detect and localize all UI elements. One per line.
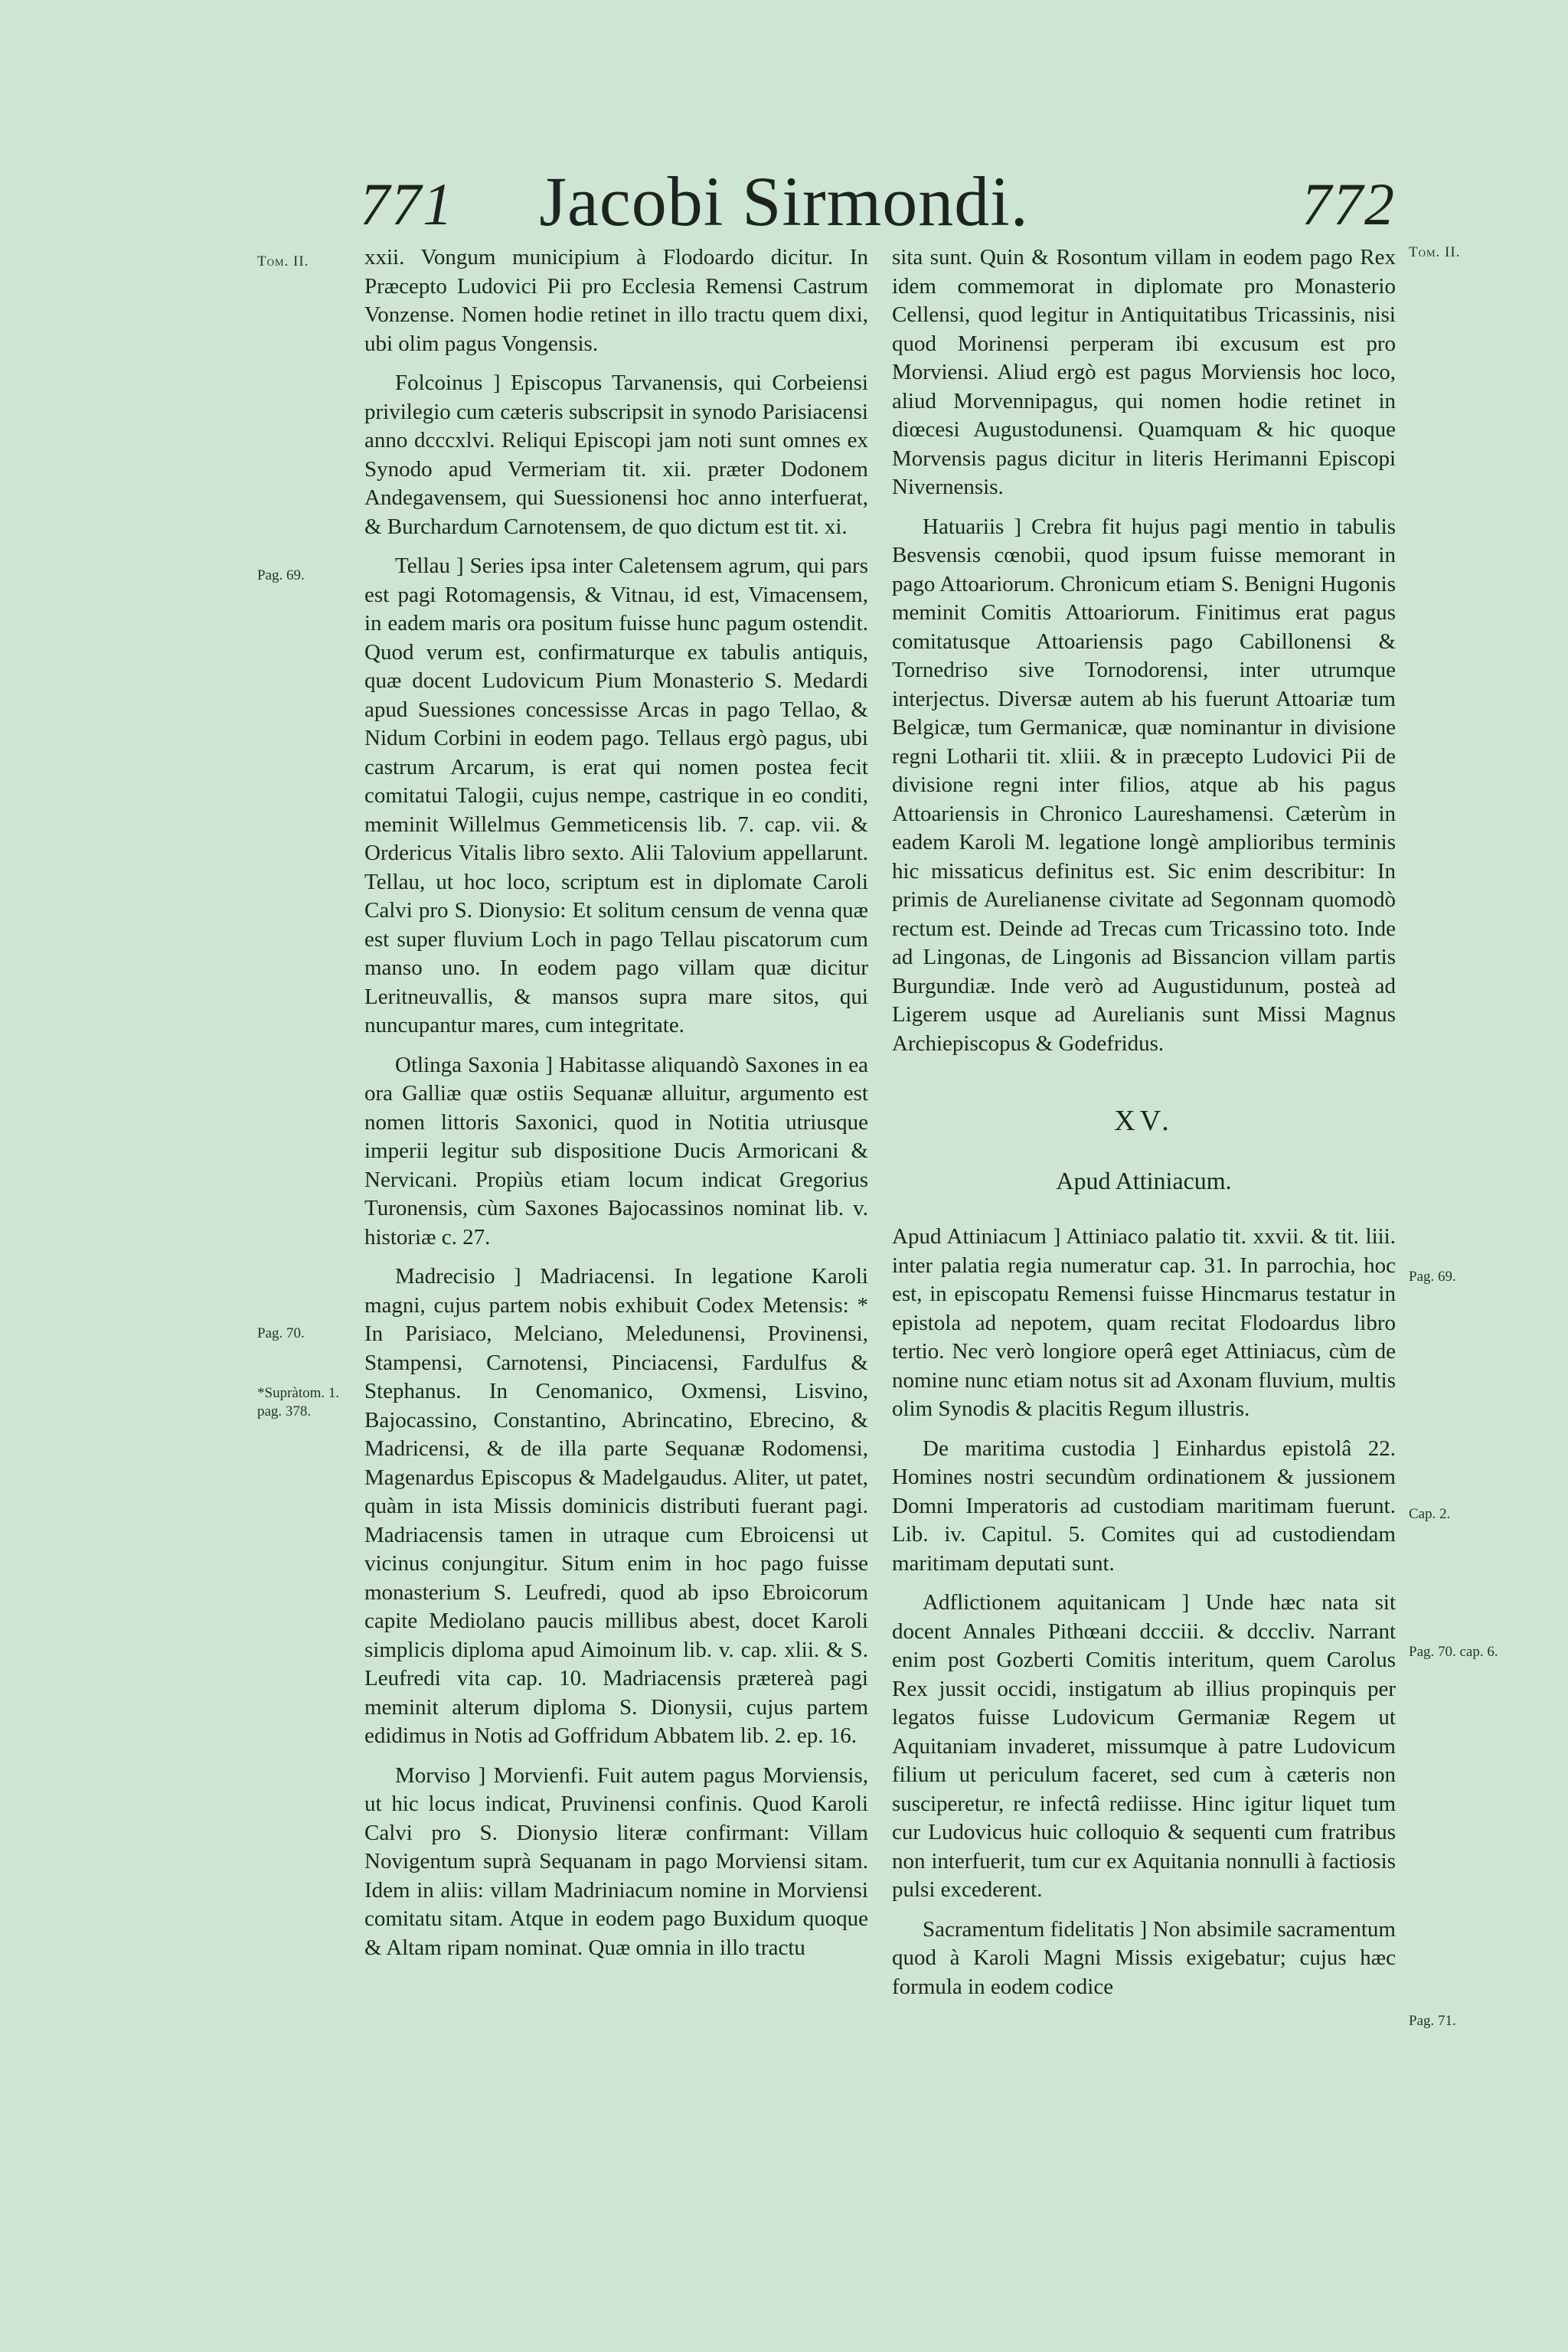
margin-note-pag69-left: Pag. 69. — [257, 567, 305, 583]
margin-note-supra-left: *Supràtom. 1. pag. 378. — [257, 1385, 340, 1419]
margin-note-pag69-right: Pag. 69. — [1409, 1269, 1456, 1285]
right-page-number: 772 — [1302, 171, 1396, 237]
right-column — [892, 243, 1396, 2012]
margin-note-tom-right: Tom. II. — [1409, 244, 1461, 260]
paragraph-otlinga: Otlinga Saxonia ] Habitasse aliquandò Saxones in ea ora Galliæ quæ ostiis Sequanæ alluitur, argumento est nomen littoris Saxonici, quod in Notitia utriusque imperii legitur sub dispositione Ducis Armoricani & Nervicani. Propiùs etiam locum indicat Gregorius Turonensis, cùm Saxones Bajocassinos nominat lib. v. historiæ c. 27. — [364, 1052, 868, 1250]
paragraph-tellau: Tellau ] Series ipsa inter Caletensem agrum, qui pars est pagi Rotomagensis, & Vitnau, id est, Vimacensem, in eadem maris ora positum fuisse hunc pagum ostendit. Quod verum est, confirmaturque ex tabulis antiquis, quæ docent Ludovicum Pium Monasterio S. Medardi apud Suessiones concessisse Arcas in pago Tellao, & Nidum Corbini in eodem pago. Tellaus ergò pagus, ubi castrum Arcarum, is erat qui nomen postea fecit comitatui Talogii, cujus nempe, castrique in eo conditi, meminit Willelmus Gemmeticensis lib. 7. cap. vii. & Ordericus Vitalis libro sexto. Alii Talovium appellarunt. Tellau, ut hoc loco, scriptum est in diplomate Caroli Calvi pro S. Dionysio: Et solitum censum de venna quæ est super fluvium Loch in pago Tellau piscatorum cum manso uno. In eodem pago villam quæ dicitur Leritneuvallis, & mansos supra mare sitos, qui nuncupantur mares, cum integritate. — [364, 554, 868, 1037]
margin-note-pag70-right: Pag. 70. cap. 6. — [1409, 1644, 1498, 1660]
margin-note-tom-left: Tom. II. — [257, 253, 309, 270]
page-title: Jacobi Sirmondi. — [539, 162, 1029, 240]
paragraph-maritima: De maritima custodia ] Einhardus epistolâ 22. Homines nostri secundùm ordinationem & jussionem Domni Imperatoris ad custodiam maritimam fuerunt. Lib. iv. Capitul. 5. Comites qui ad custodiendam maritimam deputati sunt. — [892, 1436, 1396, 1576]
paragraph-rosontum: sita sunt. Quin & Rosontum villam in eodem pago Rex idem commemorat in diplomate pro Monasterio Cellensi, quod legitur in Antiquitatibus Tricassinis, nisi quod Morinensi perperam ibi excusum est pro Morviensi. Aliud ergò est pagus Morviensis hoc loco, aliud Morvennipagus, qui nomen hodie retinet in diœcesi Augustodunensi. Quamquam & hic quoque Morvensis pagus dicitur in literis Herimanni Episcopi Nivernensis. — [892, 245, 1396, 499]
left-column — [364, 243, 868, 1973]
section-number: XV. — [1114, 1105, 1174, 1137]
left-page-number: 771 — [360, 171, 454, 237]
paragraph-adflictionem: Adflictionem aquitanicam ] Unde hæc nata sit docent Annales Pithœani dccciii. & dcccliv. Narrant enim post Gozberti Comitis interitum, quem Carolus Rex jussit occidi, instigatum ab illius propinquis per legatos fuisse Ludovicum Germaniæ Regem ut Aquitaniam invaderet, missumque à patre Ludovicum filium ut periculum faceret, sed cum à cæteris non susciperetur, re infectâ rediisse. Hinc igitur liquet tum cur Ludovicus huic colloquio & sequenti cum fratribus non interfuerit, tum cur ex Aquitania nonnulli à factiosis pulsi excederent. — [892, 1590, 1396, 1902]
paragraph-apud-attiniacum: Apud Attiniacum ] Attiniaco palatio tit. xxvii. & tit. liii. inter palatia regia numeratur cap. 31. In parrochia, hoc est, in episcopatu Remensi fuisse Hincmarus testatur in epistola ad nepotem, quam recitat Flodoardus libro tertio. Nec verò longiore operâ eget Attiniacus, cùm de nomine nunc etiam notus sit ad Axonam fluvium, multis olim Synodis & placitis Regum illustris. — [892, 1224, 1396, 1421]
margin-note-pag70-left: Pag. 70. — [257, 1325, 305, 1341]
margin-note-pag71-right: Pag. 71. — [1409, 2013, 1456, 2029]
paragraph-sacramentum: Sacramentum fidelitatis ] Non absimile sacramentum quod à Karoli Magni Missis exigebatur; cujus hæc formula in eodem codice — [892, 1916, 1396, 1999]
paragraph-folcoinus: Folcoinus ] Episcopus Tarvanensis, qui Corbeiensi privilegio cum cæteris subscripsit in synodo Parisiacensi anno dcccxlvi. Reliqui Episcopi jam noti sunt omnes ex Synodo apud Vermeriam tit. xii. præter Dodonem Andegavensem, qui Suessionensi hoc anno interfuerat, & Burchardum Carnotensem, de quo dictum est tit. xi. — [364, 371, 868, 539]
paragraph-madrecisio: Madrecisio ] Madriacensi. In legatione Karoli magni, cujus partem nobis exhibuit Codex Metensis: * In Parisiaco, Melciano, Meledunensi, Provinensi, Stampensi, Carnotensi, Pinciacensi, Fardulfus & Stephanus. In Cenomanico, Oxmensi, Lisvino, Bajocassino, Constantino, Abrincatino, Ebrecino, & Madricensi, & de illa parte Sequanæ Rodomensi, Magenardus Episcopus & Madelgaudus. Aliter, ut patet, quàm in ista Missis dominicis distributi fuerant pagi. Madriacensis tamen in utraque cum Ebroicensi ut vicinus conjungitur. Situm enim in hoc pago fuisse monasterium S. Leufredi, quod ab ipso Ebroicorum capite Mediolano paucis millibus abest, docet Karoli simplicis diploma apud Aimoinum lib. v. cap. xlii. & S. Leufredi vita cap. 10. Madriacensis prætereà pagi meminit alterum diploma S. Dionysii, cujus partem edidimus in Notis ad Goffridum Abbatem lib. 2. ep. 16. — [364, 1264, 868, 1748]
section-title: Apud Attiniacum. — [1056, 1166, 1232, 1194]
margin-note-cap2-right: Cap. 2. — [1409, 1506, 1451, 1522]
paragraph-vongum: xxii. Vongum municipium à Flodoardo dicitur. In Præcepto Ludovici Pii pro Ecclesia Remensi Castrum Vonzense. Nomen hodie retinet in illo tractu quem dixi, ubi olim pagus Vongensis. — [364, 245, 868, 356]
paragraph-hatuariis: Hatuariis ] Crebra fit hujus pagi mentio in tabulis Besvensis cœnobii, quod ipsum fuisse memorant in pago Attoariorum. Chronicum etiam S. Benigni Hugonis meminit Comitis Attoariorum. Finitimus erat pagus comitatusque Attoariensis pago Cabillonensi & Tornedriso sive Tornodorensi, inter utrumque interjectus. Diversæ autem ab his fuerunt Attoariæ tum Belgicæ, tum Germanicæ, quæ nominantur in divisione regni Lotharii tit. xliii. & in præcepto Ludovici Pii de divisione regni inter filios, atque ab his pagus Attoariensis in Chronico Laureshamensi. Cæterùm in eadem Karoli M. legatione longè amplioribus terminis hic missaticus definitus est. Sic enim describitur: In primis de Aurelianense civitate ad Segonnam quomodò rectum est. Deinde ad Trecas cum Tricassino toto. Inde ad Lingonas, de Lingonis ad Bissancion villam partis Burgundiæ. Inde verò ad Augustidunum, posteà ad Ligerem usque ad Aurelianis sunt Missi Magnus Archiepiscopus & Godefridus. — [892, 514, 1396, 1056]
paragraph-morviso: Morviso ] Morvienfi. Fuit autem pagus Morviensis, ut hic locus indicat, Pruvinensi confinis. Quod Karoli Calvi pro S. Dionysio literæ confirmant: Villam Novigentum suprà Sequanam in pago Morviensi sitam. Idem in aliis: villam Madriniacum nomine in Morviensi comitatu sitam. Atque in eodem pago Buxidum quoque & Altam ripam nominat. Quæ omnia in illo tractu — [364, 1762, 868, 1960]
